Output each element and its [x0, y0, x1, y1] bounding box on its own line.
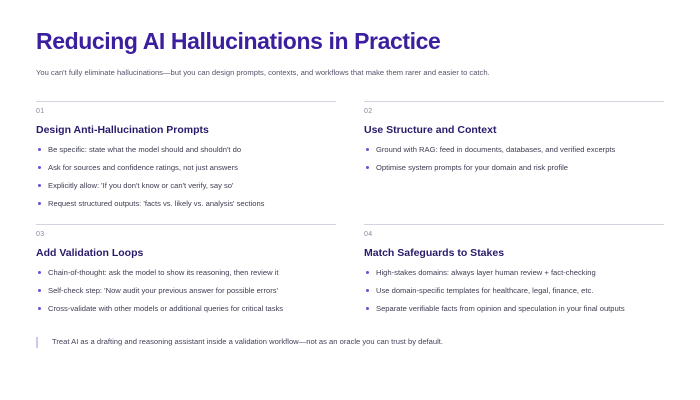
footnote-text: Treat AI as a drafting and reasoning assistant inside a validation workflow—not as an oracle you can trust by default.	[52, 337, 444, 347]
card-02-title: Use Structure and Context	[364, 124, 497, 137]
card-04-points	[364, 267, 664, 314]
list-item: Use domain-specific templates for healthcare, legal, finance, etc.	[364, 285, 664, 296]
card-04-header	[364, 224, 664, 259]
card-04	[364, 216, 664, 321]
list-item: Optimise system prompts for your domain and risk profile	[364, 162, 664, 173]
card-03	[36, 216, 336, 321]
card-03-title: Add Validation Loops	[36, 247, 144, 260]
page-title: Reducing AI Hallucinations in Practice	[36, 28, 441, 54]
card-02	[364, 93, 664, 216]
card-01-number: 01	[36, 108, 45, 116]
card-03-header	[36, 224, 336, 259]
card-02-header	[364, 101, 664, 136]
card-04-number: 04	[364, 231, 373, 239]
list-item: Cross-validate with other models or additional queries for critical tasks	[36, 303, 336, 314]
card-02-points	[364, 144, 664, 173]
list-item: Separate verifiable facts from opinion and speculation in your final outputs	[364, 303, 664, 314]
list-item: High-stakes domains: always layer human review + fact-checking	[364, 267, 664, 278]
cards-grid	[36, 93, 664, 321]
list-item: Explicitly allow: 'If you don't know or can't verify, say so'	[36, 180, 336, 191]
card-03-points	[36, 267, 336, 314]
footnote-callout	[36, 337, 664, 348]
card-04-title: Match Safeguards to Stakes	[364, 247, 505, 260]
list-item: Request structured outputs: 'facts vs. likely vs. analysis' sections	[36, 198, 336, 209]
list-item: Self-check step: 'Now audit your previous answer for possible errors'	[36, 285, 336, 296]
card-01	[36, 93, 336, 216]
list-item: Ask for sources and confidence ratings, not just answers	[36, 162, 336, 173]
card-01-title: Design Anti-Hallucination Prompts	[36, 124, 209, 137]
card-03-number: 03	[36, 231, 45, 239]
page-subtitle: You can't fully eliminate hallucinations—but you can design prompts, contexts, and workflows that make them rarer and easier to catch.	[36, 68, 490, 78]
card-01-points	[36, 144, 336, 209]
card-02-number: 02	[364, 108, 373, 116]
list-item: Ground with RAG: feed in documents, databases, and verified excerpts	[364, 144, 664, 155]
list-item: Chain-of-thought: ask the model to show its reasoning, then review it	[36, 267, 336, 278]
card-01-header	[36, 101, 336, 136]
list-item: Be specific: state what the model should and shouldn't do	[36, 144, 336, 155]
